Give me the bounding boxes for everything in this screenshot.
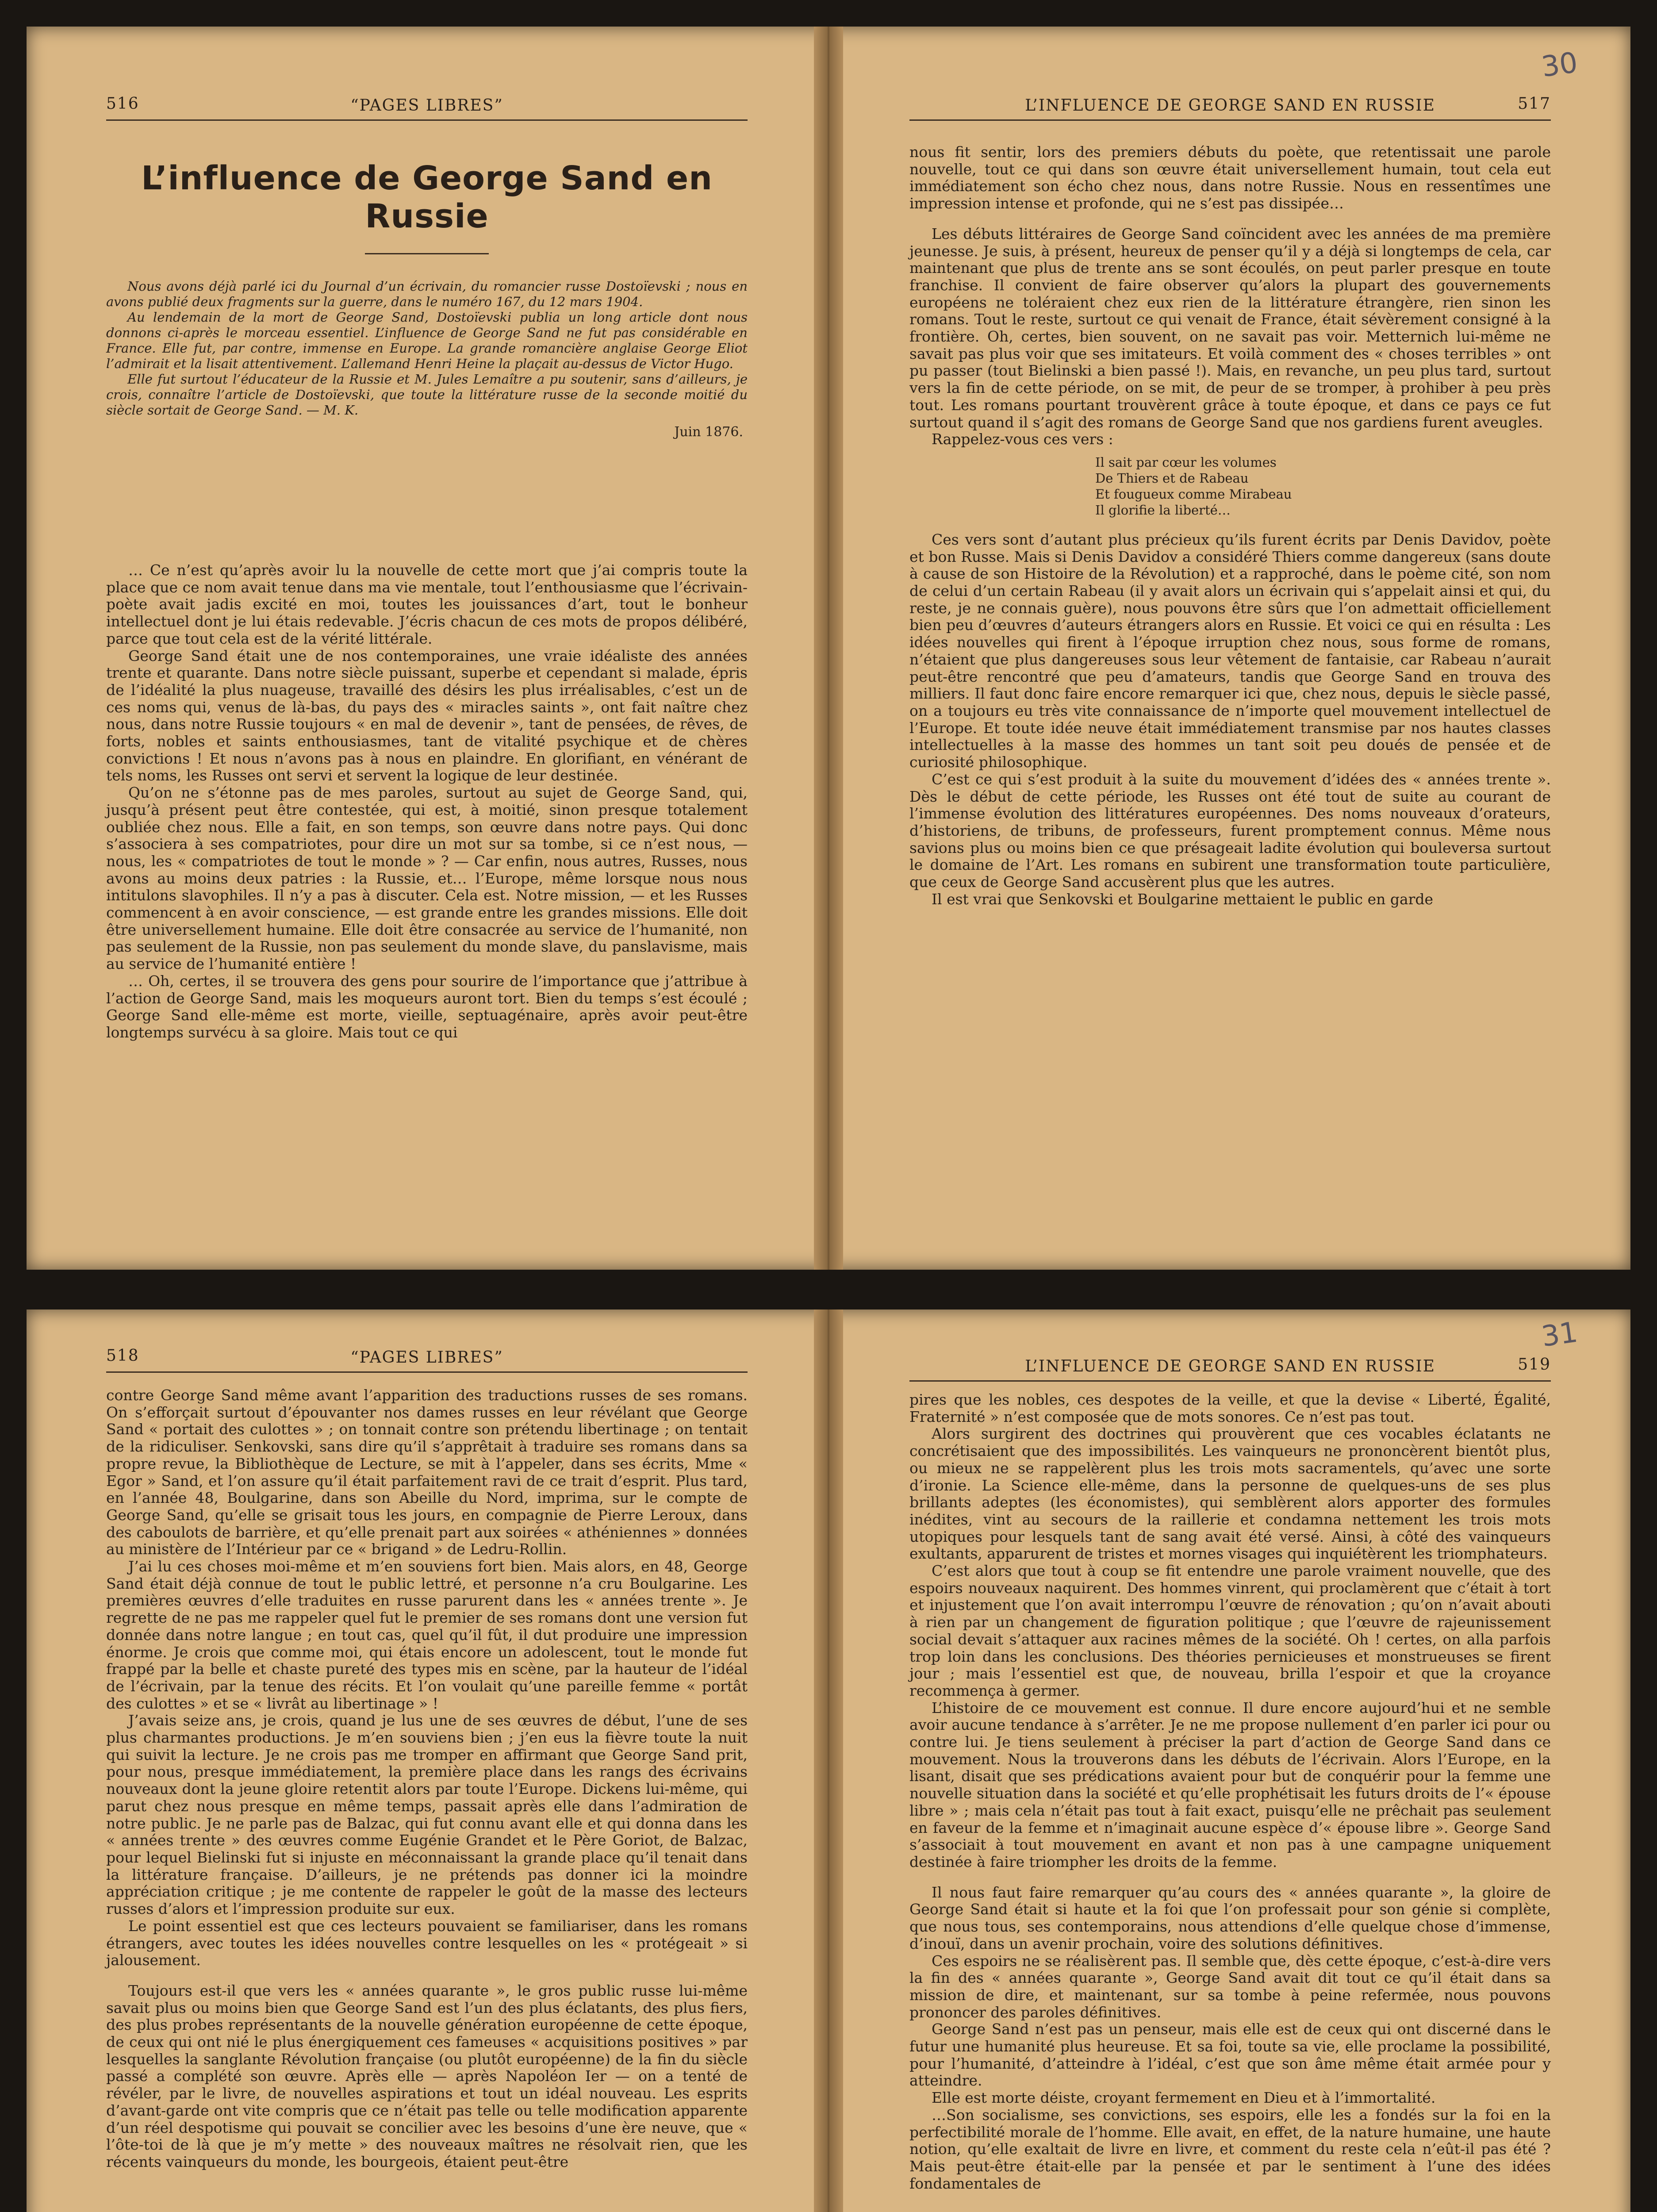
- article-body: [909, 144, 1551, 908]
- body-paragraph: Qu’on ne s’étonne pas de mes paroles, surtout au sujet de George Sand, qui, jusqu’à présent peut être contestée, qui est, à moitié, sinon presque totalement oubliée chez nous. Elle a fait, en son temps, son œuvre dans notre pays. Qui donc s’associera à ses compatriotes, pour dire un mot sur sa tombe, si ce n’est nous, — nous, les « compatriotes de tout le monde » ? — Car enfin, nous autres, Russes, nous avons au moins deux patries : la Russie, et… l’Europe, même lorsque nous nous intitulons slavophiles. Il n’y a pas à discuter. Cela est. Notre mission, — et les Russes commencent à en avoir conscience, — est grande entre les grandes missions. Elle doit être universellement humaine. Elle doit être consacrée au service de l’humanité, non pas seulement de la Russie, non pas seulement du monde slave, du panslavisme, mais au service de l’humanité entière !: [106, 784, 748, 973]
- article-title: L’influence de George Sand en Russie: [141, 159, 713, 235]
- body-paragraph: Alors surgirent des doctrines qui prouvèrent que ces vocables éclatants ne concrétisaient que des impossibilités. Les vainqueurs ne prononcèrent bientôt plus, ou mieux ne se rappelèrent plus les trois mots sacramentels, qu’avec une sorte d’ironie. La Science elle-même, dans la personne de quelques-uns de ses plus brillants adeptes (les économistes), qui semblèrent alors apporter des formules inédites, vint au secours de la raillerie et condamna nettement les trois mots utopiques pour lesquels tant de sang avait été versé. Ainsi, à côté des vainqueurs exultants, apparurent de tristes et mornes visages qui inquiétèrent les triomphateurs.: [909, 1425, 1551, 1563]
- page-number: 518: [106, 1347, 139, 1365]
- body-paragraph: …Son socialisme, ses convictions, ses espoirs, elle les a fondés sur la foi en la perfectibilité morale de l’homme. Elle avait, en effet, de la nature humaine, une haute notion, qu’elle exaltait de livre en livre, et comment du reste cela n’eût-il pas été ? Mais peut-être était-elle par la pensée et par le sentiment à l’une des idées fondamentales de: [909, 2106, 1551, 2192]
- intro-paragraph: Au lendemain de la mort de George Sand, Dostoïevski publia un long article dont nous donnons ci-après le morceau essentiel. L’influence de George Sand ne fut pas considérable en France. Elle fut, par contre, immense en Europe. La grande romancière anglaise George Eliot l’admirait et la lisait attentivement. L’allemand Henri Heine la plaçait au-dessus de Victor Hugo.: [106, 310, 748, 371]
- page-518: [27, 1310, 814, 2212]
- body-paragraph: Il nous faut faire remarquer qu’au cours des « années quarante », la gloire de George Sand était si haute et la foi que l’on professait pour son génie si complète, que nous tous, ses contemporains, nous attendions d’elle quelque chose d’immense, d’inouï, dans un avenir prochain, voire des solutions définitives.: [909, 1883, 1551, 1952]
- body-paragraph: L’histoire de ce mouvement est connue. Il dure encore aujourd’hui et ne semble avoir aucune tendance à s’arrêter. Je ne me propose nullement d’en parler ici pour ou contre lui. Je tiens seulement à préciser la part d’action de George Sand dans ce mouvement. Nous la trouverons dans les débuts de l’écrivain. Alors l’Europe, en la lisant, disait que ses prédications avaient pour but de conquérir pour la femme une nouvelle situation dans la société et qu’elle prophétisait les futurs droits de l’« épouse libre » ; mais cela n’était pas tout à fait exact, puisqu’elle ne prêchait pas seulement en faveur de la femme et n’imaginait aucune espèce d’« épouse libre ». George Sand s’associait à tout mouvement en avant et non pas à une campagne uniquement destinée à faire triompher les droits de la femme.: [909, 1699, 1551, 1870]
- body-paragraph: … Ce n’est qu’après avoir lu la nouvelle de cette mort que j’ai compris toute la place que ce nom avait tenue dans ma vie mentale, tout l’enthousiasme que l’écrivain-poète avait jadis excité en moi, toutes les jouissances d’art, tout le bonheur intellectuel dont je lui étais redevable. J’écris chacun de ces mots de propos délibéré, parce que tout cela est de la vérité littérale.: [106, 561, 748, 647]
- body-paragraph: Ces vers sont d’autant plus précieux qu’ils furent écrits par Denis Davidov, poète et bon Russe. Mais si Denis Davidov a considéré Thiers comme dangereux (sans doute à cause de son Histoire de la Révolution) et a rapproché, dans le poème cité, son nom de celui d’un certain Rabeau (il y avait alors un écrivain qui s’appelait ainsi et qui, du reste, je ne connais guère), nous pouvons être sûrs que l’on admettait officiellement bien peu d’œuvres d’auteurs étrangers alors en Russie. Et voici ce qui en résulta : Les idées nouvelles qui firent à l’époque irruption chez nous, sous forme de romans, n’étaient que plus dangereuses sous leur vêtement de fantaisie, car Rabeau n’aurait peut-être rencontré que peu d’amateurs, tandis que George Sand en trouva des milliers. Il faut donc faire encore remarquer ici que, chez nous, depuis le siècle passé, on a toujours eu très vite connaissance de n’importe quel mouvement intellectuel de l’Europe. Et toute idée neuve était immédiatement transmise par nos hautes classes intellectuelles à la masse des hommes un tant soit peu doués de pensée et de curiosité philosophique.: [909, 530, 1551, 771]
- body-paragraph: J’ai lu ces choses moi-même et m’en souviens fort bien. Mais alors, en 48, George Sand était déjà connue de tout le public lettré, et personne n’a cru Boulgarine. Les premières œuvres d’elle traduites en russe parurent dans les « années trente ». Je regrette de ne pas me rappeler quel fut le premier de ses romans dont une version fut donnée dans notre langue ; en tout cas, quel qu’il fût, il dut produire une impression énorme. Je crois que comme moi, qui étais encore un adolescent, tout le monde fut frappé par la belle et chaste pureté des types mis en scène, par la hauteur de l’idéal de l’écrivain, par la tenue des récits. Et l’on voulait qu’une pareille femme « portât des culottes » et se « livrât au libertinage » !: [106, 1558, 748, 1712]
- article-body: [106, 562, 748, 1041]
- body-paragraph: C’est ce qui s’est produit à la suite du mouvement d’idées des « années trente ». Dès le début de cette période, les Russes ont été tout de suite au courant de l’immense évolution des littératures européennes. Des noms nouveaux d’orateurs, d’historiens, de tribuns, de professeurs, furent promptement connus. Même nous savions plus ou moins bien ce que présageait ladite évolution qui bouleversa surtout le domaine de l’Art. Les romans en subirent une transformation toute particulière, que ceux de George Sand accusèrent plus que les autres.: [909, 770, 1551, 891]
- top-spread: [27, 27, 1630, 1270]
- verse-line: Et fougueux comme Mirabeau: [1095, 486, 1292, 502]
- running-head: [106, 93, 748, 121]
- title-rule: [365, 253, 489, 254]
- running-title: L’INFLUENCE DE GEORGE SAND EN RUSSIE: [1025, 1357, 1435, 1375]
- page-516: [27, 27, 814, 1270]
- page-number: 519: [1518, 1356, 1551, 1374]
- body-paragraph: George Sand était une de nos contemporaines, une vraie idéaliste des années trente et quarante. Dans notre siècle puissant, superbe et cependant si malade, épris de l’idéalité la plus nuageuse, travaillé des désirs les plus irréalisables, c’est un de ces noms qui, venus de là-bas, du pays des « miracles saints », ont fait naître chez nous, dans notre Russie toujours « en mal de devenir », tant de pensées, de rêves, de forts, nobles et saints enthousiasmes, tant de vitalité psychique et de chères convictions ! Et nous n’avons pas à nous en plaindre. En glorifiant, en vénérant de tels noms, les Russes ont servi et servent la logique de leur destinée.: [106, 647, 748, 784]
- running-head: [909, 93, 1551, 121]
- body-paragraph: contre George Sand même avant l’apparition des traductions russes de ses romans. On s’efforçait surtout d’épouvanter nos dames russes en leur révélant que George Sand « portait des culottes » ; on tonnait contre son prétendu libertinage ; on tentait de la ridiculiser. Senkovski, sans dire qu’il s’apprêtait à traduire ses romans dans sa propre revue, la Bibliothèque de Lecture, se mit à l’appeler, dans ses écrits, Mme « Egor » Sand, et l’on assure qu’il était parfaitement ravi de ce trait d’esprit. Plus tard, en l’année 48, Boulgarine, dans son Abeille du Nord, imprima, sur le compte de George Sand, qu’elle se grisait tous les jours, en compagnie de Pierre Leroux, dans des caboulots de barrière, et qu’elle prenait part aux soirées « athéniennes » données au ministère de l’Intérieur par ce « brigand » de Ledru-Rollin.: [106, 1386, 748, 1558]
- book-gutter: [814, 1310, 843, 2212]
- running-title: “PAGES LIBRES”: [350, 1348, 503, 1367]
- article-date: Juin 1876.: [674, 424, 743, 440]
- running-head: [909, 1354, 1551, 1382]
- body-paragraph: nous fit sentir, lors des premiers débuts du poète, que retentissait une parole nouvelle, tout ce qui dans son œuvre était universellement humain, tout cela eut immédiatement son écho chez nous, dans notre Russie. Nous en ressentîmes une impression intense et profonde, qui ne s’est pas dissipée…: [909, 143, 1551, 212]
- intro-paragraph: Nous avons déjà parlé ici du Journal d’un écrivain, du romancier russe Dostoïevski ; nous en avons publié deux fragments sur la guerre, dans le numéro 167, du 12 mars 1904.: [106, 279, 748, 309]
- bottom-spread: [27, 1310, 1630, 2212]
- body-paragraph: J’avais seize ans, je crois, quand je lus une de ses œuvres de début, l’une de ses plus charmantes productions. Je m’en souviens bien ; j’en eus la fièvre toute la nuit qui suivit la lecture. Je ne crois pas me tromper en affirmant que George Sand prit, pour nous, presque immédiatement, la première place dans les rangs des écrivains nouveaux dont la jeune gloire retentit alors par toute l’Europe. Dickens lui-même, qui parut chez nous presque en même temps, passait après elle dans l’admiration de notre public. Je ne parle pas de Balzac, qui fut connu avant elle et qui donna dans les « années trente » des œuvres comme Eugénie Grandet et le Père Goriot, de Balzac, pour lequel Bielinski fut si injuste en méconnaissant la grande place qu’il tenait dans la littérature française. D’ailleurs, je ne prétends pas donner ici la moindre appréciation critique ; je me contente de rappeler le goût de la masse des lecteurs russes d’alors et l’impression produite sur eux.: [106, 1712, 748, 1918]
- running-head: [106, 1345, 748, 1373]
- pencil-folio: 31: [1539, 1316, 1580, 1354]
- verse-line: Il glorifie la liberté…: [1095, 502, 1231, 518]
- page-519: [843, 1310, 1630, 2212]
- verse-line: De Thiers et de Rabeau: [1095, 470, 1249, 486]
- running-title: “PAGES LIBRES”: [350, 96, 503, 115]
- intro-paragraph: Elle fut surtout l’éducateur de la Russie et M. Jules Lemaître a pu soutenir, sans d’ailleurs, je crois, connaître l’article de Dostoïevski, que toute la littérature russe de la seconde moitié du siècle sortait de George Sand. — M. K.: [106, 372, 748, 418]
- body-paragraph: Elle est morte déiste, croyant fermement en Dieu et à l’immortalité.: [932, 2089, 1436, 2107]
- body-paragraph: Ces espoirs ne se réalisèrent pas. Il semble que, dès cette époque, c’est-à-dire vers la fin des « années quarante », George Sand avait dit tout ce qu’il était dans sa mission de dire, et maintenant, sur sa tombe à peine refermée, nous pouvons prononcer des paroles définitives.: [909, 1952, 1551, 2021]
- quoted-verse: [1095, 454, 1551, 518]
- page-number: 517: [1518, 95, 1551, 113]
- body-paragraph: Toujours est-il que vers les « années quarante », le gros public russe lui-même savait plus ou moins bien que George Sand est l’un des plus éclatants, des plus fiers, des plus probes représentants de la nouvelle génération européenne de cette époque, de ceux qui ont nié le plus énergiquement ces fameuses « acquisitions positives » par lesquelles la sanglante Révolution française (ou plutôt européenne) de la fin du siècle passé a complété son œuvre. Après elle — après Napoléon Ier — on a tenté de révéler, par le livre, de nouvelles aspirations et tout un idéal nouveau. Les esprits d’avant-garde ont vite compris que ce n’était pas telle ou telle modification apparente d’un réel despotisme qui pouvait se concilier avec les besoins d’une ère neuve, que « l’ôte-toi de là que je m’y mette » des nouveaux maîtres ne résolvait rien, que les récents vainqueurs du monde, les bourgeois, étaient peut-être: [106, 1982, 748, 2170]
- body-paragraph: C’est alors que tout à coup se fit entendre une parole vraiment nouvelle, que des espoirs nouveaux naquirent. Des hommes vinrent, qui proclamèrent que c’était à tort et injustement que l’on avait interrompu l’œuvre de rénovation ; qu’on n’avait abouti à rien par un changement de figuration politique ; que l’œuvre de rajeunissement social devait s’attaquer aux racines mêmes de la société. Oh ! certes, on alla parfois trop loin dans les conclusions. Des théories pernicieuses et monstrueuses se firent jour ; mais l’essentiel est que, de nouveau, brilla l’espoir et que la croyance recommença à germer.: [909, 1562, 1551, 1699]
- body-paragraph: George Sand n’est pas un penseur, mais elle est de ceux qui ont discerné dans le futur une humanité plus heureuse. Et sa foi, toute sa vie, elle proclame la possibilité, pour l’humanité, d’atteindre à l’idéal, c’est que son âme même était armée pour y atteindre.: [909, 2020, 1551, 2089]
- body-paragraph: Le point essentiel est que ces lecteurs pouvaient se familiariser, dans les romans étrangers, avec toutes les idées nouvelles contre lesquelles on les « protégeait » si jalousement.: [106, 1917, 748, 1969]
- book-gutter: [814, 27, 843, 1270]
- page-number: 516: [106, 95, 139, 113]
- body-paragraph: Les débuts littéraires de George Sand coïncident avec les années de ma première jeunesse. Je suis, à présent, heureux de penser qu’il y a déjà si longtemps de cela, car maintenant que plus de trente ans se sont écoulés, on peut parler presque en toute franchise. Il convient de faire observer qu’alors la plupart des gouvernements européens ne toléraient chez eux rien de la littérature étrangère, rien sinon les romans. Tout le reste, surtout ce qui venait de France, était sévèrement consigné à la frontière. Oh, certes, bien souvent, on ne savait pas voir. Metternich lui-même ne savait pas plus voir que ses imitateurs. Et voilà comment des « choses terribles » ont pu passer (tout Bielinski a bien passé !). Mais, en revanche, un peu plus tard, surtout vers la fin de cette période, on se mit, de peur de se tromper, à prohiber à peu près tout. Les romans pourtant trouvèrent grâce à toute époque, et dans ce pays ce fut surtout quand il s’agit des romans de George Sand que nos gardiens furent aveugles.: [909, 225, 1551, 431]
- page-517: [843, 27, 1630, 1270]
- body-paragraph: Il est vrai que Senkovski et Boulgarine mettaient le public en garde: [932, 890, 1434, 908]
- body-paragraph: … Oh, certes, il se trouvera des gens pour sourire de l’importance que j’attribue à l’action de George Sand, mais les moqueurs auront tort. Bien du temps s’est écoulé ; George Sand elle-même est morte, vieille, septuagénaire, après avoir peut-être longtemps survécu à sa gloire. Mais tout ce qui: [106, 972, 748, 1041]
- body-paragraph: pires que les nobles, ces despotes de la veille, et que la devise « Liberté, Égalité, Fraternité » n’est composée que de mots sonores. Ce n’est pas tout.: [909, 1391, 1551, 1425]
- verse-line: Il sait par cœur les volumes: [1095, 454, 1277, 470]
- pencil-folio: 30: [1539, 46, 1580, 84]
- body-paragraph: Rappelez-vous ces vers :: [932, 430, 1113, 448]
- article-body: [106, 1387, 748, 2171]
- editor-intro: [106, 279, 748, 440]
- running-title: L’INFLUENCE DE GEORGE SAND EN RUSSIE: [1025, 96, 1435, 115]
- article-body: [909, 1391, 1551, 2192]
